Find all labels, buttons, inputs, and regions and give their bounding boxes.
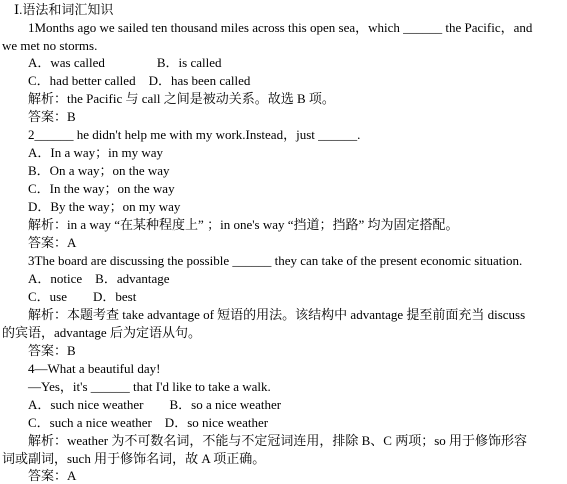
q1-answer: 答案：B — [28, 109, 76, 124]
q4-options-ab: A．such nice weather B．so a nice weather — [28, 397, 282, 412]
q4-stem-line2: —Yes，it's ______ that I'd like to take a walk. — [28, 379, 271, 394]
q4-stem-line1: 4—What a beautiful day! — [28, 361, 161, 376]
q3-options-ab: A．notice B．advantage — [28, 271, 170, 286]
q3-answer: 答案：B — [28, 343, 76, 358]
q1-options-ab: A．was called B．is called — [28, 55, 222, 70]
section-title: Ⅰ.语法和词汇知识 — [14, 2, 114, 17]
q2-analysis: 解析：in a way “在某种程度上” ；in one's way “挡道；挡路” 均为固定搭配。 — [28, 217, 459, 232]
q2-option-a: A．In a way；in my way — [28, 145, 164, 160]
q3-options-cd: C．use D．best — [28, 289, 137, 304]
q4-options-cd: C．such a nice weather D．so nice weather — [28, 415, 269, 430]
q2-option-c: C．In the way；on the way — [28, 181, 175, 196]
q1-stem-line2: we met no storms. — [2, 38, 98, 53]
q1-analysis: 解析：the Pacific 与 call 之间是被动关系。故选 B 项。 — [28, 91, 335, 106]
q1-options-cd: C．had better called D．has been called — [28, 73, 251, 88]
q2-option-b: B．On a way；on the way — [28, 163, 170, 178]
q2-option-d: D．By the way；on my way — [28, 199, 181, 214]
q4-answer: 答案：A — [28, 468, 77, 483]
q3-analysis-line1: 解析：本题考查 take advantage of 短语的用法。该结构中 advantage 提至前面充当 discuss — [28, 307, 526, 322]
q2-answer: 答案：A — [28, 235, 77, 250]
q3-stem: 3The board are discussing the possible ______ they can take of the present economic situation. — [28, 253, 523, 268]
q3-analysis-line2: 的宾语，advantage 后为定语从句。 — [2, 325, 201, 340]
q4-analysis-line1: 解析：weather 为不可数名词，不能与不定冠词连用，排除 B、C 两项；so 用于修饰形容 — [28, 433, 528, 448]
q2-stem: 2______ he didn't help me with my work.Instead，just ______. — [28, 127, 361, 142]
q1-stem-line1: 1Months ago we sailed ten thousand miles across this open sea，which ______ the Pacific，and — [28, 20, 533, 35]
q4-analysis-line2: 词或副词，such 用于修饰名词，故 A 项正确。 — [2, 451, 266, 466]
